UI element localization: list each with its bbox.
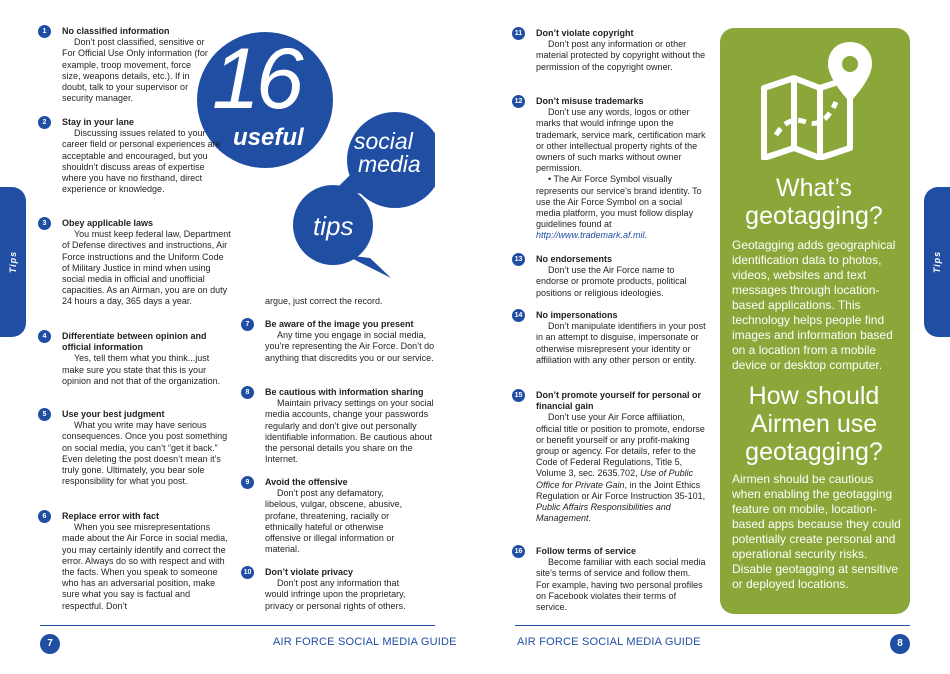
tip-body: Any time you engage in social media, you’re representing the Air Force. Don’t do anything that discredits you or our service. bbox=[265, 330, 435, 363]
tip-7 bbox=[245, 319, 440, 364]
tip-6 bbox=[42, 511, 232, 612]
side-tab-right: Tips bbox=[924, 187, 950, 337]
tip-body: Maintain privacy settings on your social media accounts, change your passwords regularly and don’t give out personally identifiable information. Be cautious about the personal details you share on the Internet. bbox=[265, 398, 434, 465]
footer-line-left bbox=[40, 625, 435, 626]
tip-1 bbox=[42, 26, 212, 104]
page-number-left: 7 bbox=[40, 634, 60, 654]
tip-5 bbox=[42, 409, 232, 487]
tip-title: Avoid the offensive bbox=[265, 477, 348, 487]
tip-2 bbox=[42, 117, 230, 195]
headline-social: social bbox=[354, 128, 413, 154]
tip-title: Don’t promote yourself for personal or financial gain bbox=[536, 390, 702, 412]
tip-number: 8 bbox=[241, 386, 254, 399]
tip-title: No endorsements bbox=[536, 254, 613, 264]
headline-media: media bbox=[358, 151, 421, 177]
tip-number: 7 bbox=[241, 318, 254, 331]
headline-tips: tips bbox=[313, 211, 354, 241]
side-tab-left: Tips bbox=[0, 187, 26, 337]
geotagging-text-what: Geotagging adds geographical identification data to photos, videos, websites and text messages through location-based applications. This technology helps people find images and information based on a location from a mobile device or desktop computer. bbox=[732, 238, 896, 372]
tip-title: No impersonations bbox=[536, 310, 618, 320]
tip-13 bbox=[514, 254, 706, 299]
tip-9 bbox=[245, 477, 415, 555]
tip-number: 10 bbox=[241, 566, 254, 579]
headline-number: 16 bbox=[212, 31, 300, 127]
tip-6-continued bbox=[265, 296, 440, 307]
footer-line-right bbox=[515, 625, 910, 626]
tip-3 bbox=[42, 218, 232, 308]
tip-number: 16 bbox=[512, 545, 525, 558]
tip-title: Be cautious with information sharing bbox=[265, 387, 424, 397]
geotagging-text-how: Airmen should be cautious when enabling the geotagging feature on mobile, location-based apps because they could potentially create personal and operational security risks. Disable geotagging at sensitive or deployed locations. bbox=[732, 472, 901, 591]
headline-useful: useful bbox=[233, 124, 304, 151]
tip-body: Don’t post any information or other material protected by copyright without the permission of the copyright owner. bbox=[536, 39, 706, 72]
tip-title: Follow terms of service bbox=[536, 546, 637, 556]
tip-number: 3 bbox=[38, 217, 51, 230]
tip-title: Use your best judgment bbox=[62, 409, 165, 419]
tip-body: Yes, tell them what you think...just make sure you state that this is your opinion and not that of the organization. bbox=[62, 353, 221, 386]
tip-body: When you see misrepresentations made about the Air Force in social media, you may certainly identify and correct the error. Always do so with respect and with the facts. When you speak to someone who has an adversarial position, make sure what you say is factual and respectful. Don’t bbox=[62, 522, 228, 611]
tip-body: Don’t post classified, sensitive or For Official Use Only information (for example, troop movement, force size, weapons details, etc.). If in doubt, talk to your supervisor or security manager. bbox=[62, 37, 208, 104]
footer-guide-title-right: AIR FORCE SOCIAL MEDIA GUIDE bbox=[517, 636, 701, 648]
tip-11 bbox=[514, 28, 711, 73]
tip-8 bbox=[245, 387, 440, 465]
tip-body: Don’t manipulate identifiers in your post in an attempt to disguise, impersonate or otherwise misrepresent your identity or affiliation with any other person or entity. bbox=[536, 321, 706, 365]
geotagging-heading-what: What’s geotagging? bbox=[745, 174, 883, 230]
tip-4 bbox=[42, 331, 222, 387]
tip-title: No classified information bbox=[62, 26, 170, 36]
tip-body: Don’t use your Air Force affiliation, official title or position to promote, endorse or benefit yourself or any profit-making group or agency. For details, refer to the Code of Federal Regulations, Title 5, Volume 3, sec. 2635.702, Use of Public Office for Private Gain, in the Joint Ethics Regulation or Air Force Instruction 35-101, Public Affairs Responsibilities and Management. bbox=[536, 412, 706, 524]
tip-number: 14 bbox=[512, 309, 525, 322]
trademark-link[interactable]: http://www.trademark.af.mil bbox=[536, 230, 645, 241]
tip-title: Obey applicable laws bbox=[62, 218, 154, 228]
tip-body-continued: argue, just correct the record. bbox=[265, 296, 383, 306]
tip-14 bbox=[514, 310, 706, 366]
tip-title: Stay in your lane bbox=[62, 117, 135, 127]
map-pin-icon bbox=[758, 40, 876, 160]
footer-guide-title-left: AIR FORCE SOCIAL MEDIA GUIDE bbox=[273, 636, 457, 648]
tip-number: 4 bbox=[38, 330, 51, 343]
tip-title: Be aware of the image you present bbox=[265, 319, 414, 329]
tip-body: You must keep federal law, Department of Defense directives and instructions, Air Force instructions and the Uniform Code of Military Justice in mind when using social media in official and unofficial capacities. As an Airman, you are on duty 24 hours a day, 365 days a year. bbox=[62, 229, 231, 307]
tip-body-symbol: • The Air Force Symbol visually represents our service’s brand identity. To use the Air Force Symbol on a social media platform, you must follow display guidelines found at http://www.trademark.af.mil. bbox=[536, 174, 702, 241]
tip-title: Differentiate between opinion and official information bbox=[62, 331, 207, 353]
tip-body: Don’t use any words, logos or other marks that would infringe upon the trademark, service mark, certification mark or other intellectual property rights of the owners of such marks without owner permission. bbox=[536, 107, 706, 174]
tip-title: Don’t violate copyright bbox=[536, 28, 634, 38]
tip-body: Discussing issues related to your career field or personal experiences are acceptable and encouraged, but you shouldn’t discuss areas of expertise where you have no firsthand, direct experience or knowledge. bbox=[62, 128, 221, 195]
tip-number: 5 bbox=[38, 408, 51, 421]
tip-number: 15 bbox=[512, 389, 525, 402]
tip-body: Don’t post any defamatory, libelous, vulgar, obscene, abusive, profane, threatening, racially or ethnically hateful or otherwise offensive or illegal information or material. bbox=[265, 488, 403, 555]
geotagging-panel bbox=[720, 28, 910, 614]
tip-16 bbox=[514, 546, 706, 613]
tip-number: 13 bbox=[512, 253, 525, 266]
tip-title: Replace error with fact bbox=[62, 511, 160, 521]
tip-number: 9 bbox=[241, 476, 254, 489]
tip-number: 11 bbox=[512, 27, 525, 40]
tip-number: 12 bbox=[512, 95, 525, 108]
tip-15 bbox=[514, 390, 708, 524]
tip-number: 2 bbox=[38, 116, 51, 129]
tip-10 bbox=[243, 567, 425, 612]
tip-number: 6 bbox=[38, 510, 51, 523]
tip-number: 1 bbox=[38, 25, 51, 38]
right-page bbox=[475, 0, 950, 674]
tip-12 bbox=[514, 96, 706, 242]
tip-body: Don’t use the Air Force name to endorse or promote products, political positions or religious ideologies. bbox=[536, 265, 687, 298]
tip-title: Don’t misuse trademarks bbox=[536, 96, 644, 106]
tip-title: Don’t violate privacy bbox=[265, 567, 354, 577]
tip-body: Become familiar with each social media site’s terms of service and follow them. For example, having two personal profiles on Facebook violates their terms of service. bbox=[536, 557, 706, 613]
tip-body: What you write may have serious consequences. Once you post something on social media, you can’t “get it back.” Even deleting the post doesn’t mean it’s truly gone. Ultimately, you bear sole responsibility for what you post. bbox=[62, 420, 228, 487]
tip-body: Don’t post any information that would infringe upon the proprietary, privacy or personal rights of others. bbox=[265, 578, 406, 611]
page-number-right: 8 bbox=[890, 634, 910, 654]
geotagging-heading-how: How should Airmen use geotagging? bbox=[745, 382, 883, 466]
